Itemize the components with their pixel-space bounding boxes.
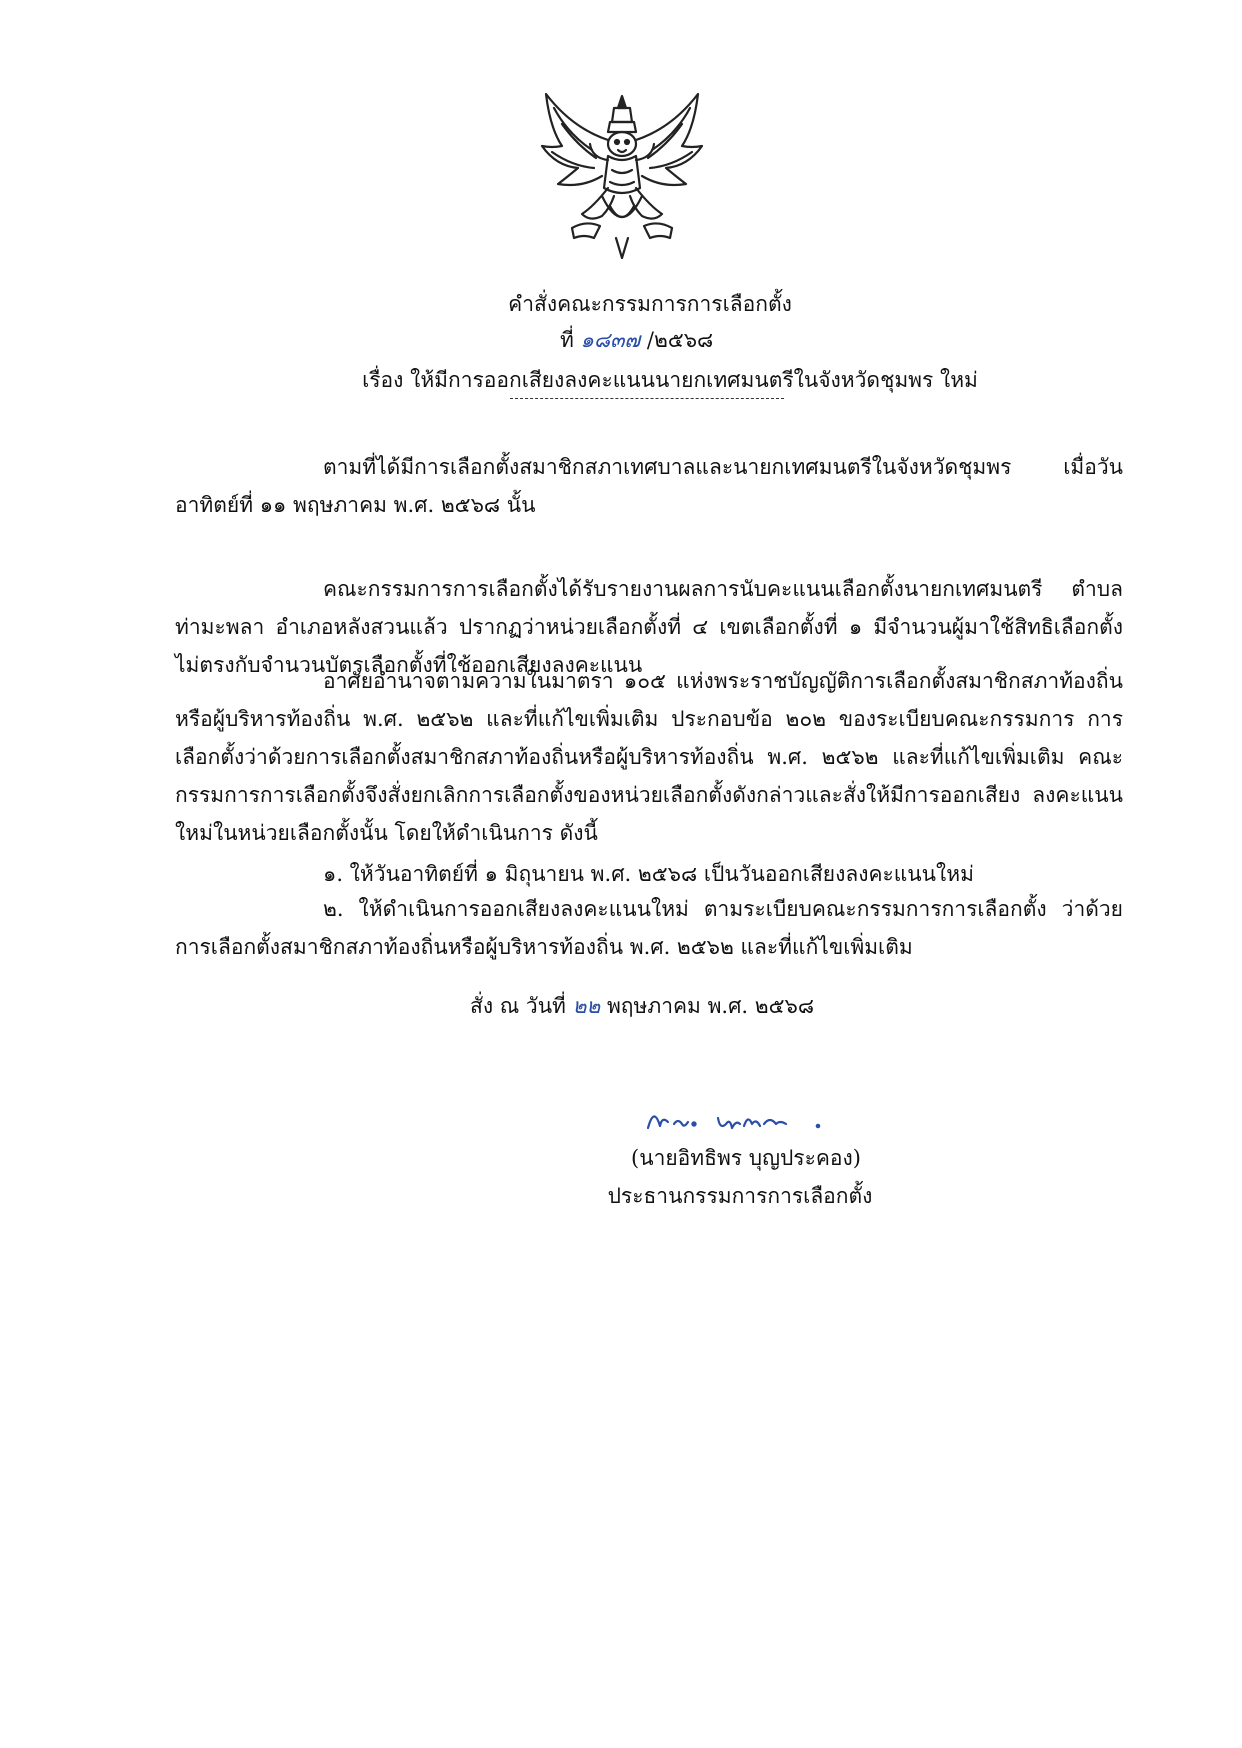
garuda-emblem-icon xyxy=(532,88,712,263)
paragraph-3-text: อาศัยอำนาจตามความในมาตรา ๑๐๕ แห่งพระราชบัญญัติการเลือกตั้งสมาชิกสภาท้องถิ่น หรือผู้บริหารท้องถิ่น พ.ศ. ๒๕๖๒ และที่แก้ไขเพิ่มเติม ประกอบข้อ ๒๐๒ ของระเบียบคณะกรรมการ การเลือกตั้งว่าด้วยการเลือกตั้งสมาชิกสภาท้องถิ่นหรือผู้บริหารท้องถิ่น พ.ศ. ๒๕๖๒ และที่แก้ไขเพิ่มเติม คณะกรรมการการเลือกตั้งจึงสั่งยกเลิกการเลือกตั้งของหน่วยเลือกตั้งดังกล่าวและสั่งให้มีการออกเสียง ลงคะแนนใหม่ในหน่วยเลือกตั้งนั้น โดยให้ดำเนินการ ดังนี้ xyxy=(175,669,1123,845)
signer-title: ประธานกรรมการการเลือกตั้ง xyxy=(607,1184,873,1208)
order-number-prefix: ที่ xyxy=(560,328,574,352)
order-number-handwritten: ๑๘๓๗ xyxy=(580,328,641,352)
paragraph-3 xyxy=(175,662,1123,852)
order-date-rest: พฤษภาคม พ.ศ. ๒๕๖๘ xyxy=(606,994,815,1018)
list-item-2 xyxy=(175,890,1123,966)
order-date-prefix: สั่ง ณ วันที่ xyxy=(470,994,566,1018)
dashed-divider xyxy=(510,398,784,399)
order-number-suffix: /๒๕๖๘ xyxy=(646,328,714,352)
paragraph-2-text: คณะกรรมการการเลือกตั้งได้รับรายงานผลการนับคะแนนเลือกตั้งนายกเทศมนตรี ตำบลท่ามะพลา อำเภอหลังสวนแล้ว ปรากฏว่าหน่วยเลือกตั้งที่ ๔ เขตเลือกตั้งที่ ๑ มีจำนวนผู้มาใช้สิทธิเลือกตั้ง ไม่ตรงกับจำนวนบัตรเลือกตั้งที่ใช้ออกเสียงลงคะแนน xyxy=(175,577,1123,677)
handwritten-signature xyxy=(640,1098,830,1138)
paragraph-1-text: ตามที่ได้มีการเลือกตั้งสมาชิกสภาเทศบาลและนายกเทศมนตรีในจังหวัดชุมพร เมื่อวันอาทิตย์ที่ ๑๑ พฤษภาคม พ.ศ. ๒๕๖๘ นั้น xyxy=(175,455,1123,517)
order-date xyxy=(470,990,814,1023)
list-item-1 xyxy=(175,855,1123,893)
order-subject: เรื่อง ให้มีการออกเสียงลงคะแนนนายกเทศมนตรีในจังหวัดชุมพร ใหม่ xyxy=(362,368,978,392)
list-item-2-text: ๒. ให้ดำเนินการออกเสียงลงคะแนนใหม่ ตามระเบียบคณะกรรมการการเลือกตั้ง ว่าด้วยการเลือกตั้งสมาชิกสภาท้องถิ่นหรือผู้บริหารท้องถิ่น พ.ศ. ๒๕๖๒ และที่แก้ไขเพิ่มเติม xyxy=(175,897,1123,959)
order-number xyxy=(560,324,760,357)
list-item-1-text: ๑. ให้วันอาทิตย์ที่ ๑ มิถุนายน พ.ศ. ๒๕๖๘ เป็นวันออกเสียงลงคะแนนใหม่ xyxy=(323,862,974,886)
order-date-day-handwritten: ๒๒ xyxy=(572,994,601,1018)
order-title: คำสั่งคณะกรรมการการเลือกตั้ง xyxy=(508,292,792,316)
paragraph-1 xyxy=(175,448,1123,524)
signer-name: (นายอิทธิพร บุญประคอง) xyxy=(631,1146,861,1170)
